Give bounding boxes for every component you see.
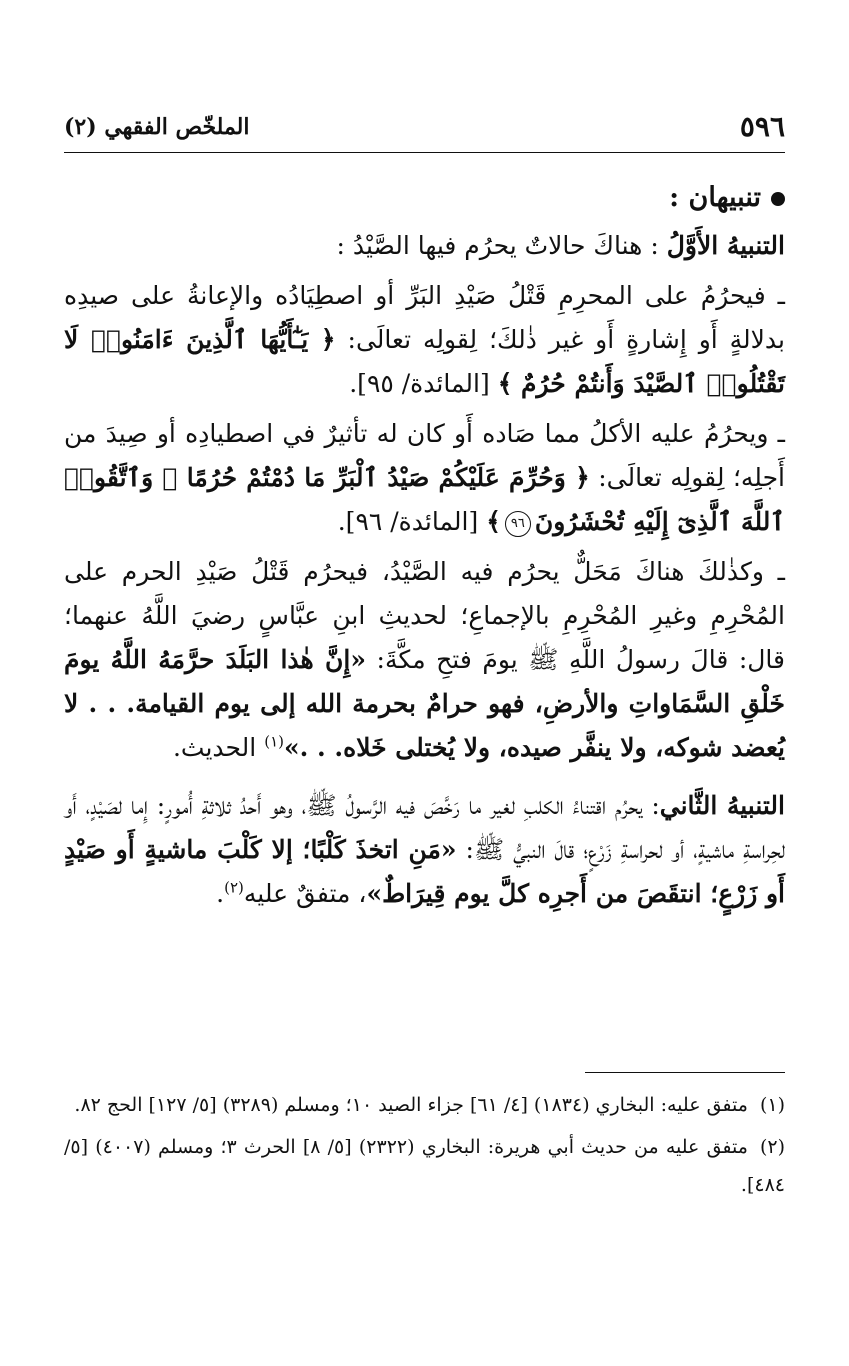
paragraph-3-text-a: ـ وكذٰلكَ هناكَ مَحَلٌّ يحرُم فيه الصَّيْدُ، فيحرُم قَتْلُ صَيْدِ الحرم على المُحْرِمِ وغيرِ المُحْرِمِ بالإجماعِ؛ لحديثِ ابنِ عبَّاسٍ رضيَ اللَّهُ عنهما؛ قال: قالَ رسولُ اللَّهِ ﷺ يومَ فتحِ مكَّةَ: <box>64 557 786 674</box>
paragraph-3-text-b: الحديث. <box>172 733 265 762</box>
header-rule <box>64 152 785 153</box>
hadith-1: «إِنَّ هٰذا البَلَدَ حرَّمَهُ اللَّهُ يومَ خَلْقِ السَّمَاواتِ والأرضِ، فهو حرامٌ بحرمة الله إلى يوم القيامة. . . لا يُعضد شوكه، ولا ينفَّر صيده، ولا يُختلى خَلاه. . .» <box>64 645 785 762</box>
page-header <box>64 110 785 150</box>
bullet-icon <box>771 192 785 206</box>
page-number: ٥٩٦ <box>739 110 785 143</box>
footnote-2-number: (٢) <box>759 1136 785 1158</box>
first-note <box>64 224 785 268</box>
footnote-2 <box>64 1128 785 1204</box>
footnote-1-text: متفق عليه: البخاري (١٨٣٤) [٤/ ٦١] جزاء الصيد ١٠؛ ومسلم (٣٢٨٩) [٥/ ١٢٧] الحج ٨٢. <box>74 1094 748 1116</box>
section-title: تنبيهان : <box>669 182 761 213</box>
ayah-number-mark: ٩٦ <box>505 511 531 537</box>
footnote-2-text: متفق عليه من حديث أبي هريرة: البخاري (٢٣٢٢) [٥/ ٨] الحرث ٣؛ ومسلم (٤٠٠٧) [٥/ ٤٨٤]. <box>64 1136 785 1196</box>
second-note-text-a: : يحرُم اقتناءُ الكلبِ لغير ما رَخَّصَ فيه الرَّسولُ ﷺ، وهو أَحدُ ثلاثةِ أُمورٍ: إِما لصَيْدٍ، أَو لحِراسةِ ماشيةٍ، أو لحراسةِ زَرْعٍ؛ قالَ النبيُّ ﷺ: <box>64 791 785 864</box>
footnote-ref-1: (١) <box>264 732 284 751</box>
second-note-text-c: . <box>216 879 225 908</box>
first-note-text: : هناكَ حالاتٌ يحرُم فيها الصَّيْدُ : <box>336 231 659 260</box>
second-note-label: التنبيهُ الثَّاني <box>659 791 785 820</box>
footnote-1 <box>64 1086 785 1124</box>
main-text <box>64 176 785 916</box>
quran-verse-2: ﴿ وَحُرِّمَ عَلَيْكُمْ صَيْدُ ٱلْبَرِّ مَا دُمْتُمْ حُرُمًا ۗ وَٱتَّقُوا۟ ٱللَّهَ ٱلَّذِىٓ إِلَيْهِ تُحْشَرُونَ <box>64 463 785 536</box>
paragraph-1-text-b: [المائدة/ ٩٥]. <box>349 369 498 398</box>
paragraph-1-text-a: ـ فيحرُمُ على المحرِمِ قَتْلُ صَيْدِ البَرِّ أو اصطِيَادُه والإعانةُ على صيدِه بدلالةٍ أَو إِشارةٍ أَو غير ذٰلكَ؛ لِقولِه تعالَى: <box>64 281 785 354</box>
footnote-ref-2: (٢) <box>224 878 244 897</box>
quran-verse-1: ﴿ يَـٰٓأَيُّهَا ٱلَّذِينَ ءَامَنُوا۟ لَا تَقْتُلُوا۟ ٱلصَّيْدَ وَأَنتُمْ حُرُمٌ ﴾ <box>64 325 785 398</box>
second-note <box>64 784 785 916</box>
section-heading <box>64 176 785 220</box>
running-title: الملخّص الفقهي (٢) <box>64 114 250 140</box>
first-note-label: التنبيهُ الأَوَّلُ <box>666 231 785 260</box>
paragraph-3 <box>64 550 785 770</box>
paragraph-2-text-b: [المائدة/ ٩٦]. <box>337 507 487 536</box>
paragraph-2-text-a: ـ ويحرُمُ عليه الأكلُ مما صَاده أَو كان له تأثيرٌ في اصطيادِه أو صِيدَ من أَجلِه؛ لِقولِه تعالَى: <box>64 419 785 492</box>
paragraph-2 <box>64 412 785 544</box>
footnotes <box>64 1086 785 1204</box>
paragraph-1 <box>64 274 785 406</box>
footnote-rule <box>585 1072 785 1073</box>
footnote-1-number: (١) <box>759 1094 785 1116</box>
hadith-2: «مَنِ اتخذَ كَلْبًا؛ إلا كَلْبَ ماشيةٍ أَو صَيْدٍ أَو زَرْعٍ؛ انتقَصَ من أَجرِه كلَّ يوم قِيرَاطٌ» <box>64 835 785 908</box>
quran-verse-2-close: ﴾ <box>486 507 501 536</box>
second-note-text-b: ، متفقٌ عليه <box>243 879 367 908</box>
